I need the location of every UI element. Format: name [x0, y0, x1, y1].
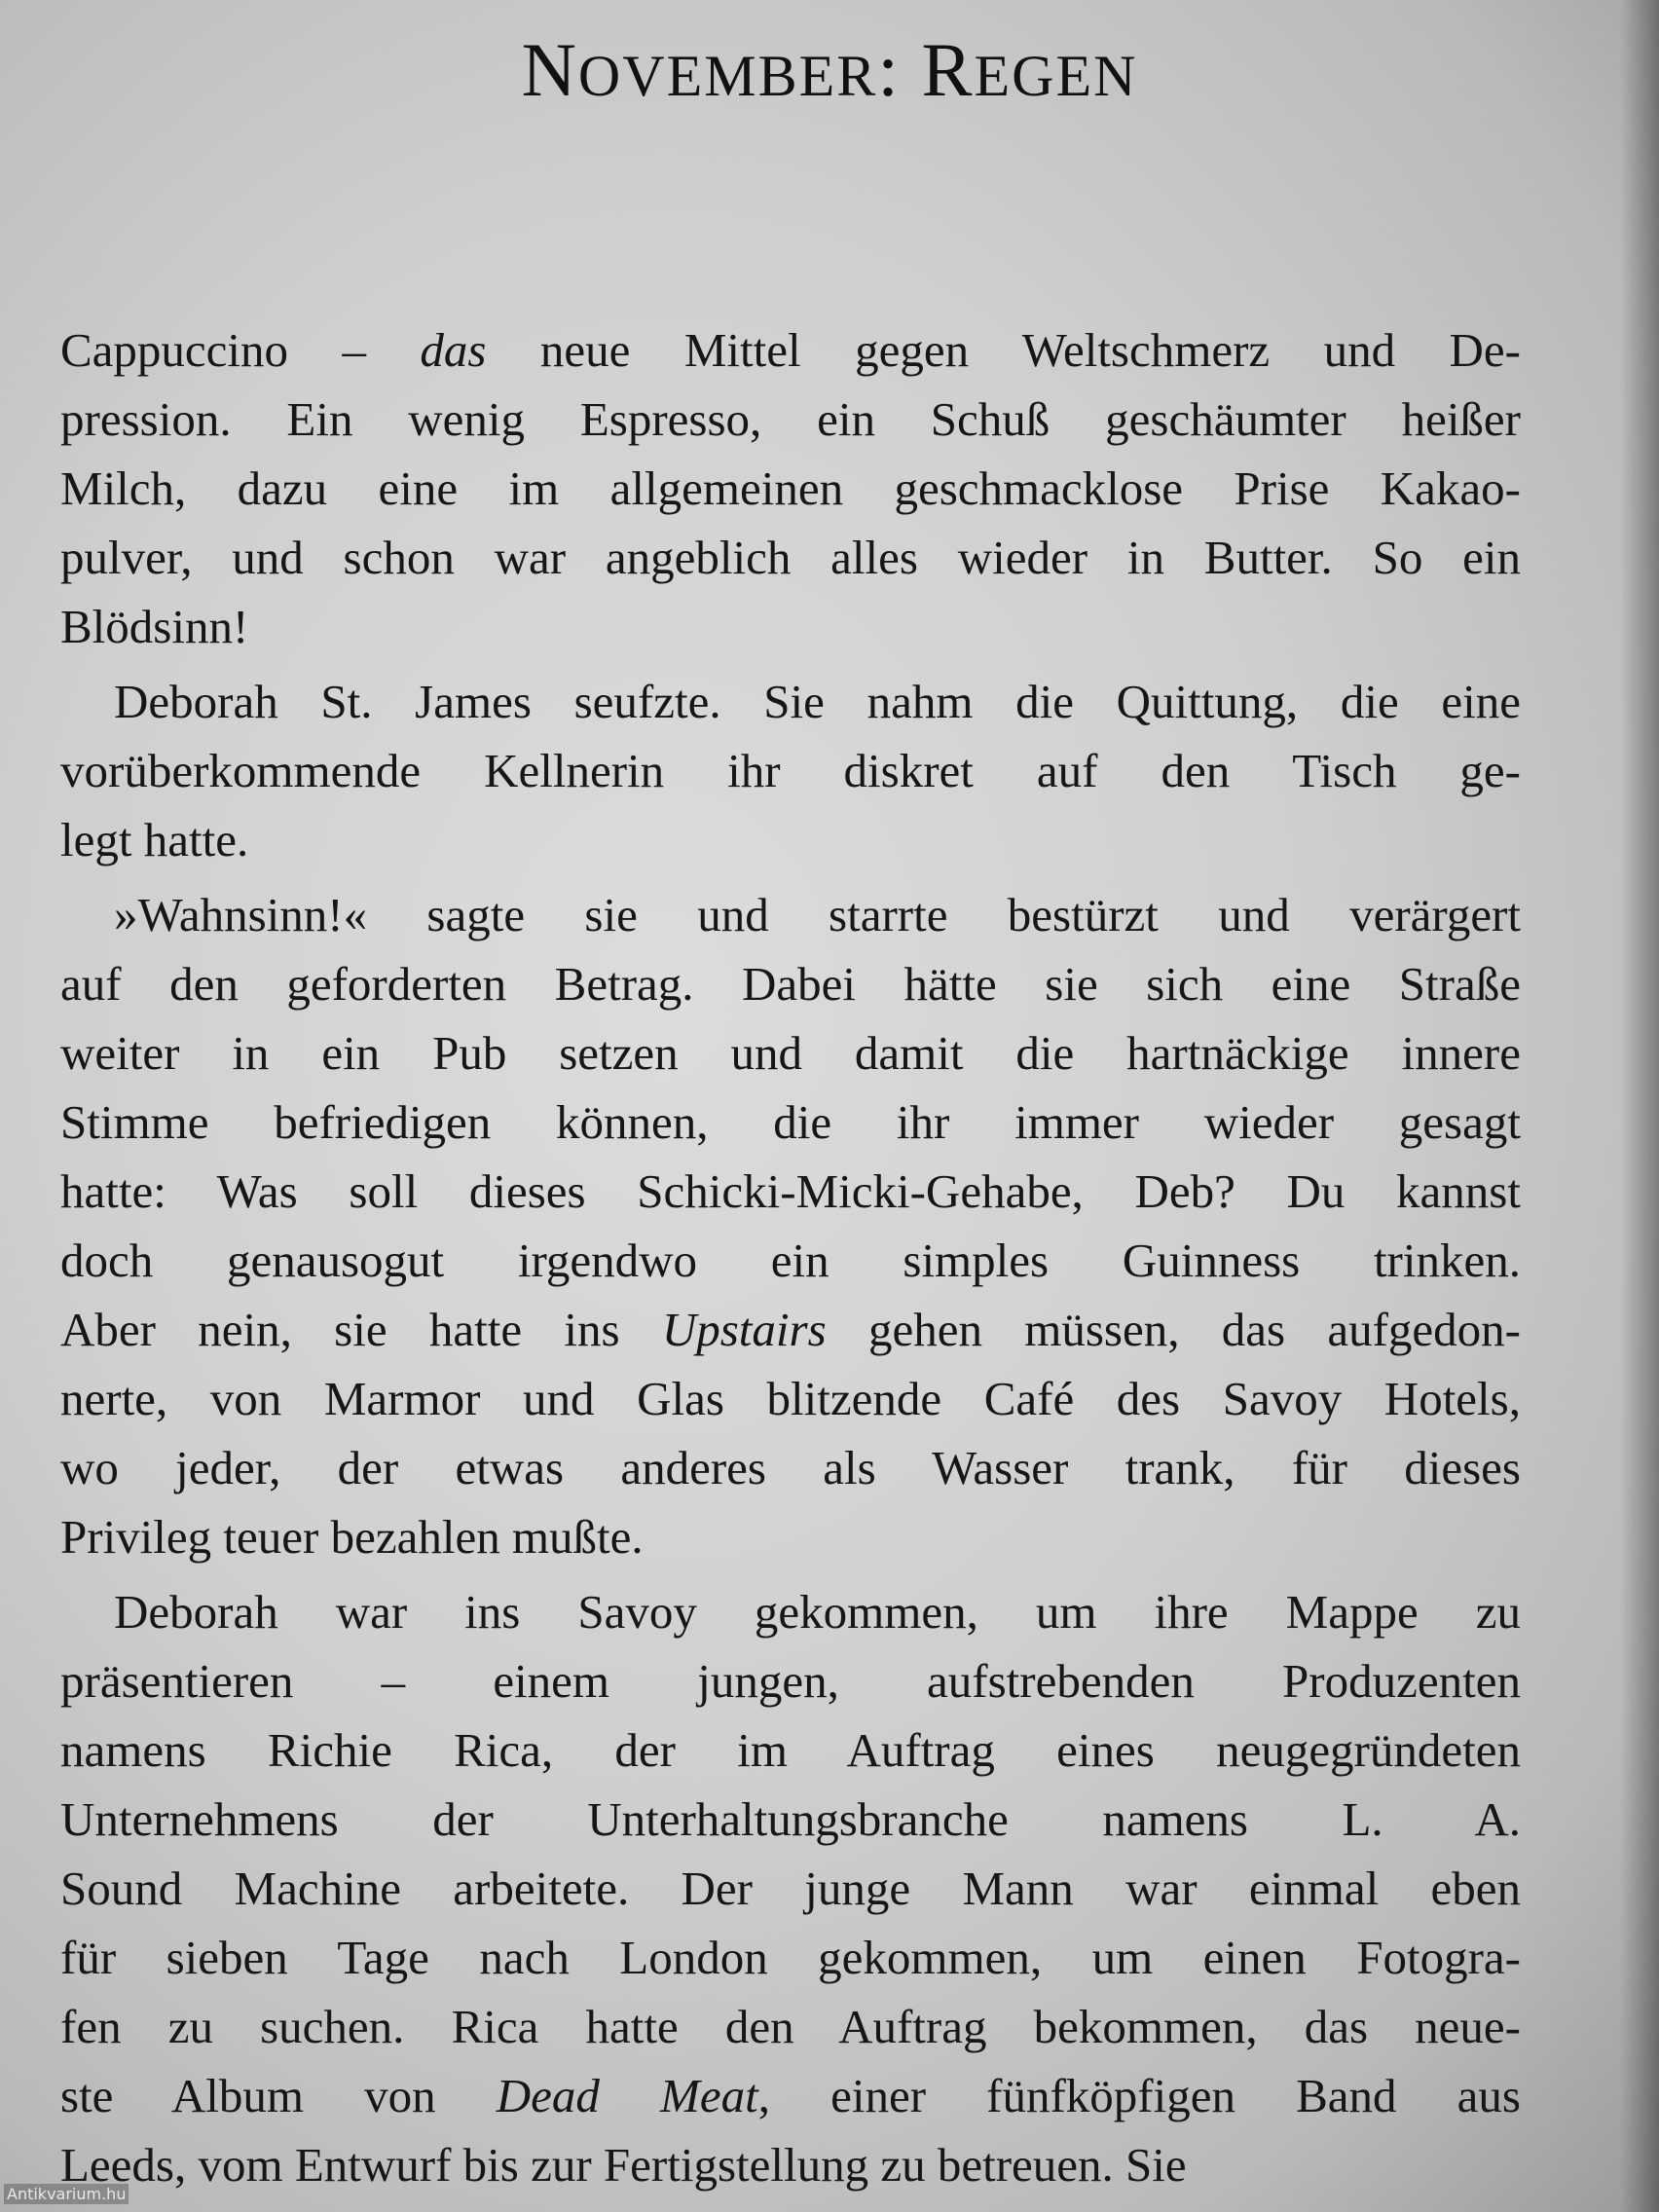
text-line [60, 1226, 1521, 1295]
text-run: »Wahnsinn!« sagte sie und starrte bestürzt und verärgert [114, 888, 1521, 941]
text-run: pulver, und schon war angeblich alles wieder in Butter. So ein [60, 531, 1521, 584]
page-edge-shadow [1620, 0, 1659, 2212]
text-run: fen zu suchen. Rica hatte den Auftrag bekommen, das neue- [60, 2000, 1521, 2053]
text-line [60, 454, 1521, 523]
paragraph [60, 880, 1521, 1571]
text-line [60, 385, 1521, 454]
text-line [60, 2061, 1521, 2130]
text-run: , einer fünfköpfigen Band aus [757, 2069, 1521, 2122]
text-run: Cappuccino – [60, 323, 421, 377]
text-run: Deborah St. James seufzte. Sie nahm die Quittung, die eine [114, 675, 1521, 728]
body-text [60, 315, 1521, 2199]
text-line [60, 523, 1521, 592]
text-run: für sieben Tage nach London gekommen, um einen Fotogra- [60, 1931, 1521, 1984]
text-run: auf den geforderten Betrag. Dabei hätte sie sich eine Straße [60, 957, 1521, 1011]
text-line [60, 1785, 1521, 1854]
text-run: hatte: Was soll dieses Schicki-Micki-Gehabe, Deb? Du kannst [60, 1164, 1521, 1218]
text-run: neue Mittel gegen Weltschmerz und De- [486, 323, 1521, 377]
text-line [60, 1854, 1521, 1923]
text-run: legt hatte. [60, 813, 249, 866]
italic-title: das [420, 323, 487, 377]
text-line [60, 1502, 1521, 1571]
text-line [60, 1577, 1521, 1646]
text-run: doch genausogut irgendwo ein simples Guinness trinken. [60, 1234, 1521, 1287]
text-run: nerte, von Marmor und Glas blitzende Café des Savoy Hotels, [60, 1372, 1521, 1425]
text-line [60, 592, 1521, 661]
text-line [60, 949, 1521, 1018]
text-line [60, 736, 1521, 805]
text-run: namens Richie Rica, der im Auftrag eines neugegründeten [60, 1723, 1521, 1777]
text-line [60, 315, 1521, 385]
text-run: Deborah war ins Savoy gekommen, um ihre Mappe zu [114, 1585, 1521, 1639]
paragraph [60, 1577, 1521, 2199]
text-line [60, 1923, 1521, 1992]
text-line [60, 1433, 1521, 1502]
text-run: Leeds, vom Entwurf bis zur Fertigstellung zu betreuen. Sie [60, 2138, 1187, 2192]
text-line [60, 2130, 1521, 2199]
text-run: Stimme befriedigen können, die ihr immer wieder gesagt [60, 1095, 1521, 1149]
text-line [60, 880, 1521, 949]
text-run: Aber nein, sie hatte ins [60, 1303, 662, 1356]
italic-title: Upstairs [661, 1303, 827, 1356]
text-run: vorüberkommende Kellnerin ihr diskret auf den Tisch ge- [60, 744, 1521, 797]
text-line [60, 1157, 1521, 1226]
text-run: gehen müssen, das aufgedon- [826, 1303, 1521, 1356]
text-line [60, 1364, 1521, 1433]
text-line [60, 805, 1521, 874]
text-line [60, 667, 1521, 736]
text-run: Blödsinn! [60, 600, 249, 653]
paragraph [60, 667, 1521, 874]
text-run: wo jeder, der etwas anderes als Wasser trank, für dieses [60, 1441, 1521, 1494]
text-run: ste Album von [60, 2069, 497, 2122]
text-run: Privileg teuer bezahlen mußte. [60, 1510, 644, 1564]
text-line [60, 1295, 1521, 1364]
text-line [60, 1992, 1521, 2061]
text-run: präsentieren – einem jungen, aufstrebenden Produzenten [60, 1654, 1521, 1708]
watermark: Antikvarium.hu [4, 2184, 129, 2204]
text-line [60, 1646, 1521, 1715]
text-run: Sound Machine arbeitete. Der junge Mann war einmal eben [60, 1862, 1521, 1915]
paragraph [60, 315, 1521, 661]
text-run: Unternehmens der Unterhaltungsbranche namens L. A. [60, 1792, 1521, 1846]
text-run: Milch, dazu eine im allgemeinen geschmacklose Prise Kakao- [60, 461, 1521, 515]
text-line [60, 1715, 1521, 1785]
text-line [60, 1018, 1521, 1088]
text-line [60, 1088, 1521, 1157]
text-run: pression. Ein wenig Espresso, ein Schuß geschäumter heißer [60, 392, 1521, 446]
chapter-title: NOVEMBER: REGEN [521, 27, 1138, 112]
text-run: weiter in ein Pub setzen und damit die hartnäckige innere [60, 1026, 1521, 1080]
italic-title: Dead Meat [496, 2069, 758, 2122]
